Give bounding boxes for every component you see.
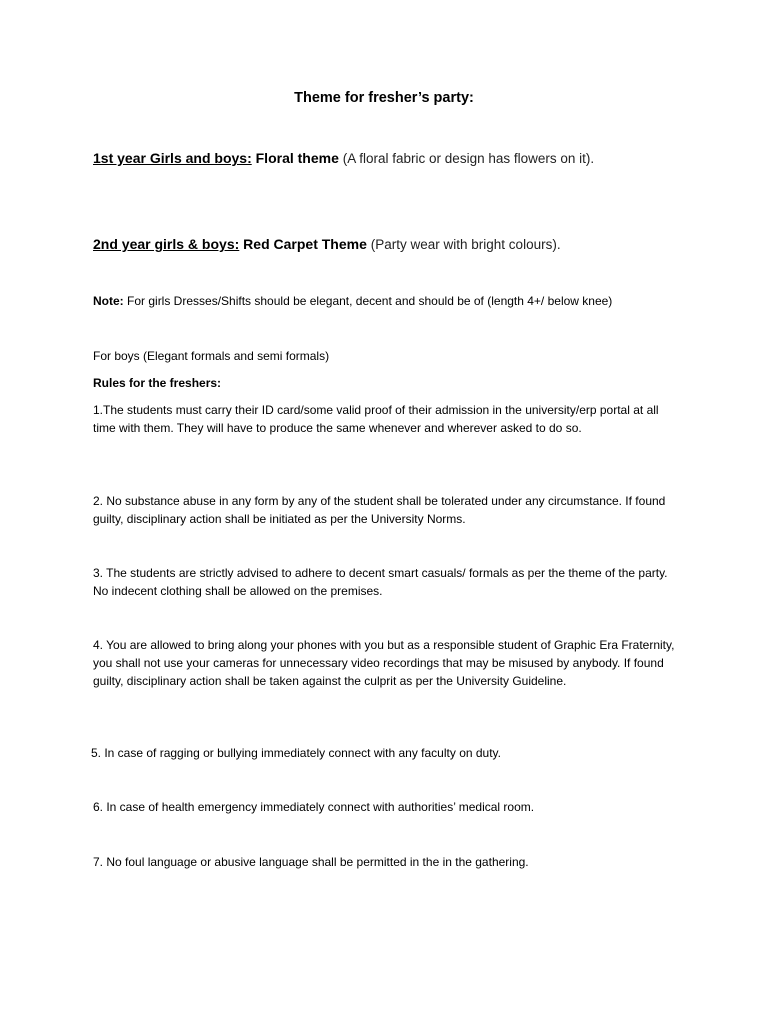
boys-dress-text: For boys (Elegant formals and semi formals) <box>93 349 330 363</box>
rule-item-1: 1.The students must carry their ID card/some valid proof of their admission in the university/erp portal at all time with them. They will have to produce the same whenever and wherever asked to do so. <box>93 403 659 435</box>
rules-heading: Rules for the freshers: <box>93 376 222 390</box>
theme-year-label: 2nd year girls & boys: <box>93 236 240 252</box>
theme-description: (Party wear with bright colours). <box>370 237 561 252</box>
note-paragraph <box>93 292 713 310</box>
theme-description: (A floral fabric or design has flowers on it). <box>342 151 595 166</box>
rule-item-4: 4. You are allowed to bring along your phones with you but as a responsible student of Graphic Era Fraternity, you shall not use your cameras for unnecessary video recordings that may be misused by anybody. If found guilty, disciplinary action shall be taken against the culprit as per the University Guideline. <box>93 638 675 688</box>
page-title: Theme for fresher’s party: <box>294 90 474 106</box>
theme-first-year <box>93 150 733 166</box>
rule-item-7: 7. No foul language or abusive language shall be permitted in the in the gathering. <box>93 855 529 869</box>
theme-name: Red Carpet Theme <box>243 236 367 252</box>
theme-year-label: 1st year Girls and boys: <box>93 150 252 166</box>
rule-item-2: 2. No substance abuse in any form by any of the student shall be tolerated under any circumstance. If found guilty, disciplinary action shall be initiated as per the University Norms. <box>93 494 666 526</box>
rule-item-5: 5. In case of ragging or bullying immediately connect with any faculty on duty. <box>91 746 501 760</box>
rule-item-3: 3. The students are strictly advised to adhere to decent smart casuals/ formals as per the theme of the party. No indecent clothing shall be allowed on the premises. <box>93 566 668 598</box>
theme-second-year <box>93 236 733 252</box>
theme-name: Floral theme <box>255 150 339 166</box>
rule-item-6: 6. In case of health emergency immediately connect with authorities’ medical room. <box>93 800 535 814</box>
note-label: Note: <box>93 294 124 308</box>
note-text: For girls Dresses/Shifts should be elegant, decent and should be of (length 4+/ below knee) <box>127 294 613 308</box>
